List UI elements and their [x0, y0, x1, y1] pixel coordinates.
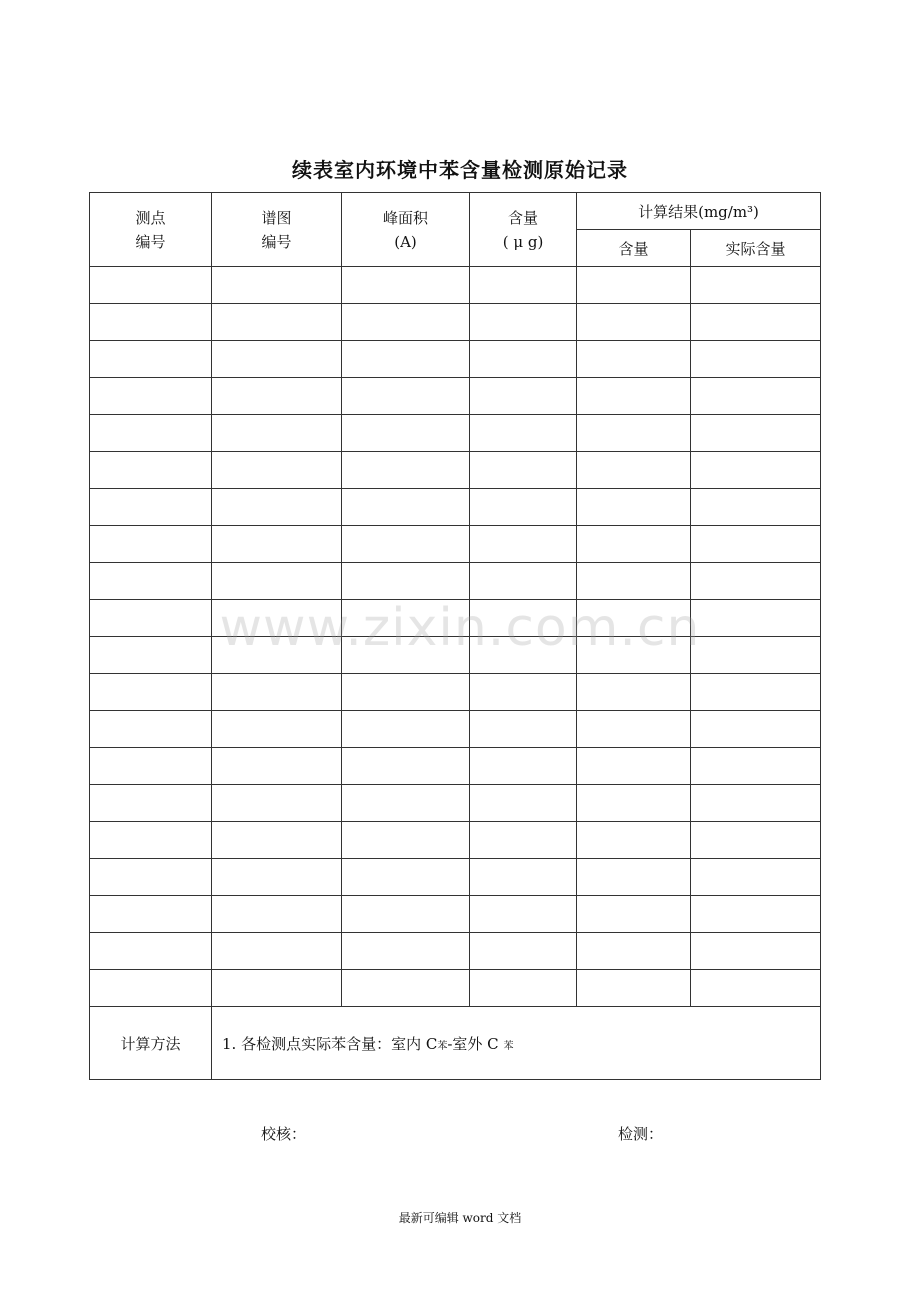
table-cell [90, 674, 212, 711]
table-cell [577, 896, 691, 933]
table-cell [212, 452, 342, 489]
table-cell [212, 563, 342, 600]
table-cell [212, 637, 342, 674]
table-cell [342, 785, 470, 822]
table-cell [90, 859, 212, 896]
table-cell [470, 933, 577, 970]
table-cell [577, 822, 691, 859]
table-cell [212, 304, 342, 341]
table-cell [90, 378, 212, 415]
table-cell [212, 970, 342, 1007]
table-cell [342, 452, 470, 489]
table-row [90, 859, 821, 896]
table-cell [470, 452, 577, 489]
table-cell [90, 600, 212, 637]
table-cell [470, 489, 577, 526]
table-row [90, 933, 821, 970]
table-cell [342, 341, 470, 378]
table-cell [90, 785, 212, 822]
table-cell [90, 822, 212, 859]
table-cell [342, 896, 470, 933]
table-cell [470, 674, 577, 711]
table-cell [470, 859, 577, 896]
table-cell [691, 415, 821, 452]
table-row [90, 785, 821, 822]
test-signature-label: 检测： [618, 1125, 664, 1143]
table-cell [577, 711, 691, 748]
table-row [90, 526, 821, 563]
table-cell [577, 859, 691, 896]
table-cell [342, 970, 470, 1007]
table-cell [691, 267, 821, 304]
table-cell [470, 896, 577, 933]
table-cell [470, 748, 577, 785]
table-row [90, 341, 821, 378]
table-cell [577, 341, 691, 378]
check-signature-label: 校核： [261, 1125, 307, 1143]
table-cell [212, 267, 342, 304]
table-cell [577, 452, 691, 489]
table-cell [342, 267, 470, 304]
table-cell [691, 489, 821, 526]
table-cell [212, 933, 342, 970]
table-cell [90, 711, 212, 748]
table-cell [212, 341, 342, 378]
table-cell [212, 822, 342, 859]
table-cell [342, 526, 470, 563]
table-cell [577, 674, 691, 711]
table-cell [342, 415, 470, 452]
table-cell [691, 711, 821, 748]
table-cell [691, 600, 821, 637]
table-cell [691, 896, 821, 933]
table-cell [212, 859, 342, 896]
table-cell [691, 822, 821, 859]
watermark: www.zixin.com.cn [219, 598, 701, 658]
table-cell [342, 711, 470, 748]
table-row [90, 304, 821, 341]
table-cell [342, 489, 470, 526]
table-cell [577, 785, 691, 822]
table-row [90, 896, 821, 933]
table-cell [212, 896, 342, 933]
table-cell [212, 674, 342, 711]
table-cell [90, 304, 212, 341]
table-cell [90, 933, 212, 970]
table-cell [342, 859, 470, 896]
table-cell [342, 933, 470, 970]
table-row [90, 970, 821, 1007]
table-row [90, 489, 821, 526]
table-cell [577, 526, 691, 563]
table-cell [577, 933, 691, 970]
table-cell [342, 748, 470, 785]
table-cell [470, 970, 577, 1007]
table-cell [577, 563, 691, 600]
table-cell [577, 600, 691, 637]
table-cell [90, 452, 212, 489]
table-cell [691, 674, 821, 711]
table-cell [577, 378, 691, 415]
header-content: 含量 ( μ g) [470, 193, 577, 267]
document-title: 续表室内环境中苯含量检测原始记录 [292, 158, 628, 182]
table-cell [342, 600, 470, 637]
table-cell [212, 489, 342, 526]
table-cell [90, 267, 212, 304]
table-cell [577, 637, 691, 674]
table-cell [90, 341, 212, 378]
table-cell [212, 785, 342, 822]
table-cell [577, 304, 691, 341]
table-cell [90, 489, 212, 526]
footer-text: 最新可编辑 word 文档 [398, 1211, 522, 1225]
table-cell [577, 489, 691, 526]
table-cell [470, 304, 577, 341]
table-cell [212, 711, 342, 748]
record-table [89, 192, 821, 1080]
table-cell [470, 341, 577, 378]
table-cell [212, 378, 342, 415]
table-cell [691, 378, 821, 415]
table-cell [470, 822, 577, 859]
table-cell [342, 378, 470, 415]
table-cell [470, 711, 577, 748]
header-actual-content: 实际含量 [691, 230, 821, 267]
table-cell [470, 563, 577, 600]
table-cell [470, 378, 577, 415]
table-row [90, 452, 821, 489]
table-cell [470, 785, 577, 822]
table-cell [212, 600, 342, 637]
header-calc-result: 计算结果(mg/m³) [577, 193, 821, 230]
table-row [90, 563, 821, 600]
table-cell [691, 748, 821, 785]
method-text: 1. 各检测点实际苯含量：室内 C苯-室外 C 苯 [212, 1007, 821, 1080]
table-cell [691, 637, 821, 674]
table-cell [691, 563, 821, 600]
table-cell [212, 526, 342, 563]
table-row [90, 267, 821, 304]
table-cell [342, 304, 470, 341]
table-cell [691, 526, 821, 563]
table-cell [577, 267, 691, 304]
header-point-no: 测点 编号 [90, 193, 212, 267]
table-cell [90, 896, 212, 933]
data-rows [90, 267, 821, 1007]
header-peak-area: 峰面积 (A) [342, 193, 470, 267]
table-row [90, 600, 821, 637]
table-row [90, 711, 821, 748]
table-cell [212, 415, 342, 452]
table-row [90, 748, 821, 785]
table-cell [691, 859, 821, 896]
table-cell [691, 341, 821, 378]
table-row [90, 637, 821, 674]
table-cell [691, 452, 821, 489]
table-cell [470, 526, 577, 563]
table-row [90, 674, 821, 711]
table-cell [90, 563, 212, 600]
header-spectrum-no: 谱图 编号 [212, 193, 342, 267]
table-cell [90, 637, 212, 674]
table-cell [90, 748, 212, 785]
table-cell [90, 415, 212, 452]
table-row [90, 378, 821, 415]
method-label: 计算方法 [90, 1007, 212, 1080]
table-cell [342, 822, 470, 859]
table-cell [577, 748, 691, 785]
table-cell [691, 785, 821, 822]
table-cell [342, 674, 470, 711]
table-cell [212, 748, 342, 785]
table-cell [90, 526, 212, 563]
table-cell [470, 267, 577, 304]
table-cell [342, 637, 470, 674]
table-cell [342, 563, 470, 600]
table-cell [90, 970, 212, 1007]
header-calc-content: 含量 [577, 230, 691, 267]
table-row [90, 415, 821, 452]
table-cell [470, 415, 577, 452]
table-cell [577, 415, 691, 452]
table-cell [577, 970, 691, 1007]
table-cell [691, 970, 821, 1007]
table-cell [691, 933, 821, 970]
table-row [90, 822, 821, 859]
table-cell [470, 600, 577, 637]
header-row [90, 193, 821, 230]
table-cell [691, 304, 821, 341]
table-cell [470, 637, 577, 674]
method-row [90, 1007, 821, 1080]
